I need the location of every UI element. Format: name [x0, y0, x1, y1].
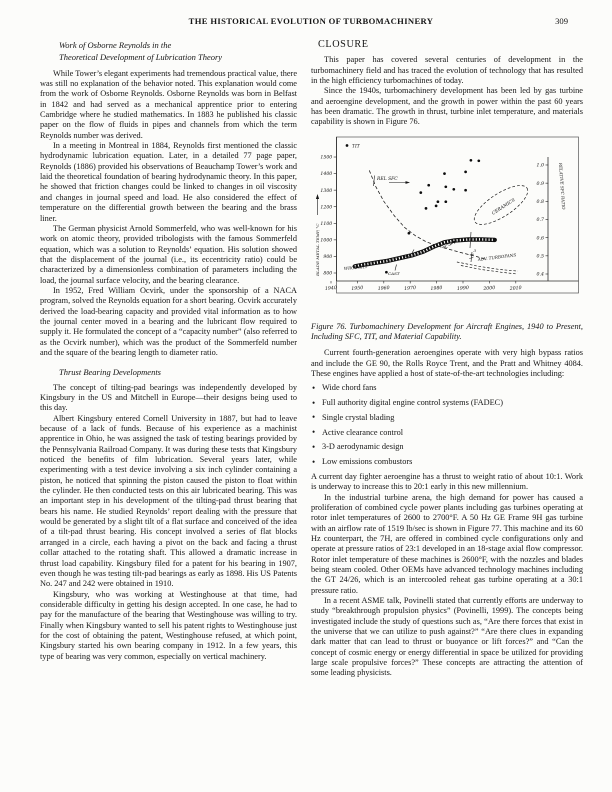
- adv-turbofans-label: ADV. TURBOFANS: [477, 252, 517, 262]
- cast-tick: [395, 264, 397, 270]
- svg-text:1950: 1950: [351, 285, 364, 292]
- svg-text:0.5: 0.5: [536, 254, 544, 260]
- left-axis-arrowhead: [316, 194, 319, 199]
- axis-ticks: [320, 154, 548, 291]
- two-column-body: [40, 40, 583, 679]
- svg-text:900: 900: [323, 254, 333, 260]
- svg-text:1000: 1000: [320, 238, 333, 244]
- tech-list-item: • Full authority digital engine control systems (FADEC): [311, 398, 583, 408]
- svg-text:1300: 1300: [320, 188, 333, 194]
- svg-text:1200: 1200: [320, 205, 333, 211]
- ceramics-label: CERAMICS: [491, 197, 517, 217]
- figure-76-caption: Figure 76. Turbomachinery Development for Aircraft Engines, 1940 to Present, Including SFC, TIT, and Material Capability.: [311, 321, 583, 342]
- paragraph: While Tower’s elegant experiments had tremendous practical value, there was still no explanation of the behavior noted. This explanation would come from the work of Osborne Reynolds. Osborne Reynolds was born in Belfast in 1842 and had served as a mechanical apprentice prior to entering Cambridge where he studied mathematics. In 1883 he published his classic paper on the flow of fluids in pipes and channels from which the term Reynolds number was derived.: [40, 68, 298, 140]
- svg-text:800: 800: [323, 271, 333, 277]
- figure-border: [337, 137, 579, 293]
- paragraph: In a meeting in Montreal in 1884, Reynolds first mentioned the classic hydrodynamic lubrication equation. Later, in a detailed 77 page paper, Reynolds (1886) provided his observations of Beauchamp Tower’s work and laid the theoretical foundation of bearing hydrodynamic theory. In this paper, he showed that friction changes could be linked to changes in oil viscosity and changes in journal speed and load. He also considered the effect of temperature on the differential growth between the bearing and the brass liner.: [40, 141, 297, 223]
- svg-text:0.8: 0.8: [536, 199, 544, 205]
- svg-text:1970: 1970: [403, 285, 417, 292]
- svg-text:1990: 1990: [456, 285, 470, 292]
- svg-text:1960: 1960: [377, 285, 390, 292]
- ds-label: DS: [405, 252, 412, 258]
- paragraph: In the industrial turbine arena, the high demand for power has caused a proliferation of combined cycle power plants including gas turbines operating at rotor inlet temperatures of 2600 to 2700°F. A 50 Hz GE Frame 9H gas turbine with an airflow rate of 1519 lb/sec is shown in Figure 77. This machine and its 60 Hz counterpart, the 7H, are offered in combined cycle configurations only and operate at pressure ratios of 23:1 developed in an 18-stage axial flow compressor. Rotor inlet temperature of these machines is 2600°F, with the nozzles and blades being steam cooled. Other OEMs have advanced technology machines including the GT 24/26, which is an intercooled reheat gas turbine operating at a 30:1 pressure ratio.: [311, 492, 583, 595]
- tech-list-item: • Wide chord fans: [311, 383, 583, 393]
- svg-text:0.9: 0.9: [536, 181, 544, 187]
- right-axis-label: RELATIVE SFC RATIO: [558, 162, 567, 210]
- svg-text:1980: 1980: [430, 285, 443, 292]
- right-column: [311, 40, 583, 679]
- ceramics-region: [469, 178, 534, 231]
- wrought-label: WROUGHT: [343, 263, 368, 271]
- svg-text:1500: 1500: [320, 155, 333, 161]
- tech-list-item: • Active clearance control: [311, 428, 583, 438]
- tit-legend-dot: [346, 144, 349, 147]
- svg-text:0.6: 0.6: [536, 236, 544, 242]
- paragraph: Since the 1940s, turbomachinery development has been led by gas turbine and aeroengine development, and the growth in power within the past 60 years has been dramatic. The growth in thrust, turbine inlet temperature, and materials capability is shown in Figure 76.: [311, 86, 583, 127]
- running-title: THE HISTORICAL EVOLUTION OF TURBOMACHINERY: [188, 16, 434, 26]
- svg-text:2000: 2000: [483, 285, 496, 292]
- adv-mark-line: [471, 252, 472, 262]
- rel-sfc-label: REL SFC: [377, 176, 398, 182]
- paragraph: Current fourth-generation aeroengines operate with very high bypass ratios and include the GE 90, the Rolls Royce Trent, and the Pratt and Whitney 4084. These engines have applied a host of state-of-the-art technologies including:: [311, 348, 583, 379]
- svg-text:0.4: 0.4: [536, 272, 544, 278]
- figure-76-chart: [311, 135, 581, 319]
- paragraph: In 1952, Fred William Ocvirk, under the sponsorship of a NACA program, solved the Reynolds equation for a short bearing. Ocvirk accurately derived the load-bearing capacity and provided vital information as to how the journal center moved in a bearing and the lubricant flow required to supply it. He formulated the concept of a “capacity number” (also referred to as the Ocvirk number), which was the product of the Sommerfeld number and the square of the bearing length to diameter ratio.: [40, 285, 297, 357]
- svg-text:1100: 1100: [320, 221, 333, 227]
- svg-text:1400: 1400: [320, 171, 333, 177]
- paragraph: The German physicist Arnold Sommerfeld, who was well-known for his work on atomic theory, provided tribologists with the famous Sommerfeld equation, which was a solution to Reynolds’ equation. His solution showed that the displacement of the journal (i.e., its eccentricity ratio) could be characterized by a dimensionless combination of parameters including the load, the journal surface velocity, and the bearing clearance.: [40, 223, 297, 285]
- tit-legend-label: TIT: [352, 144, 360, 150]
- tech-list-item: • 3-D aerodynamic design: [311, 442, 583, 452]
- tech-list: [311, 383, 583, 467]
- left-axis-label: BLADE METAL TEMP, °C: [315, 223, 320, 276]
- closure-heading: CLOSURE: [318, 39, 369, 50]
- svg-text:2010: 2010: [509, 285, 522, 292]
- paragraph: In a recent ASME talk, Povinelli stated that currently efforts are underway to study “breakthrough propulsion physics” (Povinelli, 1999). The concepts being investigated include the study of questions such as, “Are there forces that exist in the universe that we can utilize to push against?” “Are there clues in expanding dark matter that can lead to thrust or buoyance or lift forces?” and “Can the concept of cosmic energy or energy differential in space be utilized for providing large scale propulsive forces?” These concepts are attracting the attention of some leading physicists.: [311, 596, 583, 678]
- running-header: [40, 16, 582, 30]
- paragraph: A current day fighter aeroengine has a thrust to weight ratio of about 10:1. Work is underway to increase this to 20:1 early in this new millennium.: [311, 471, 583, 492]
- section-heading-line1: Work of Osborne Reynolds in the: [59, 40, 172, 50]
- paragraph: Albert Kingsbury entered Cornell University in 1887, but had to leave because of a lack of funds. Because of his experience as a machinist apprentice in Ohio, he was assigned the task of testing bearings provided by the Pennsylvania Railroad Company. It was during these tests that Kingsbury noticed the benefits of film lubrication. Several years later, while experimenting with a test device involving a six inch cylinder containing a piston, he noticed that spinning the piston caused the piston to float within the cylinder. He then conducted tests on this air lubricated bearing. This was an important step in his development of the tilting-pad thrust bearing that bears his name. He studied Reynolds’ report dealing with the pressure that would be generated by a slight tilt of a flat surface and conceived of the idea of a tilt-pad thrust bearing. His concept involved a series of flat blocks arranged in a circle, each having a pivot on the back and facing a thrust collar attached to the rotating shaft. This allowed a dramatic increase in thrust load capability. Kingsbury filed for a patent for his bearing in 1907, even though he was testing tilt-pad bearings as early as 1898. His US Patents No. 247 and 242 were obtained in 1910.: [40, 413, 297, 589]
- svg-text:0.7: 0.7: [536, 217, 544, 223]
- paragraph: Kingsbury, who was working at Westinghouse at that time, had considerable difficulty in getting his design accepted. In one case, he had to pay for the manufacture of the bearing that Westinghouse was willing to try. Finally when Kingsbury wanted to sell his patent rights to Westinghouse just for the cost of obtaining the patent, Westinghouse refused, at which point, Kingsbury started his own bearing company in 1912. In a few years, this type of bearing was very common, especially on vertical machinery.: [40, 589, 297, 661]
- subsection-heading: Thrust Bearing Developments: [59, 367, 161, 378]
- rel-sfc-curve: [369, 170, 487, 259]
- sc-label: SC: [442, 244, 449, 250]
- tech-list-item: • Single crystal blading: [311, 413, 583, 423]
- svg-text:1.0: 1.0: [536, 163, 544, 169]
- adv-mark-sup: 3: [473, 247, 477, 253]
- page-number: 309: [555, 16, 568, 26]
- adv-turbofans-line-lower: [461, 265, 517, 274]
- figure-76: [311, 135, 583, 319]
- rel-sfc-arrowhead: [406, 181, 411, 184]
- paragraph: This paper has covered several centuries of development in the turbomachinery field and has traced the evolution of technology that has resulted in the high efficiency turbomachines of today.: [311, 55, 583, 86]
- cast-label: CAST: [388, 270, 400, 276]
- left-column: [40, 40, 297, 679]
- paragraph: The concept of tilting-pad bearings was independently developed by Kingsbury in the US and Mitchell in Europe—their designs being used to this day.: [40, 382, 297, 413]
- tech-list-item: • Low emissions combustors: [311, 457, 583, 467]
- section-heading-line2: Theoretical Development of Lubrication Theory: [59, 52, 223, 63]
- svg-text:1940: 1940: [324, 285, 338, 292]
